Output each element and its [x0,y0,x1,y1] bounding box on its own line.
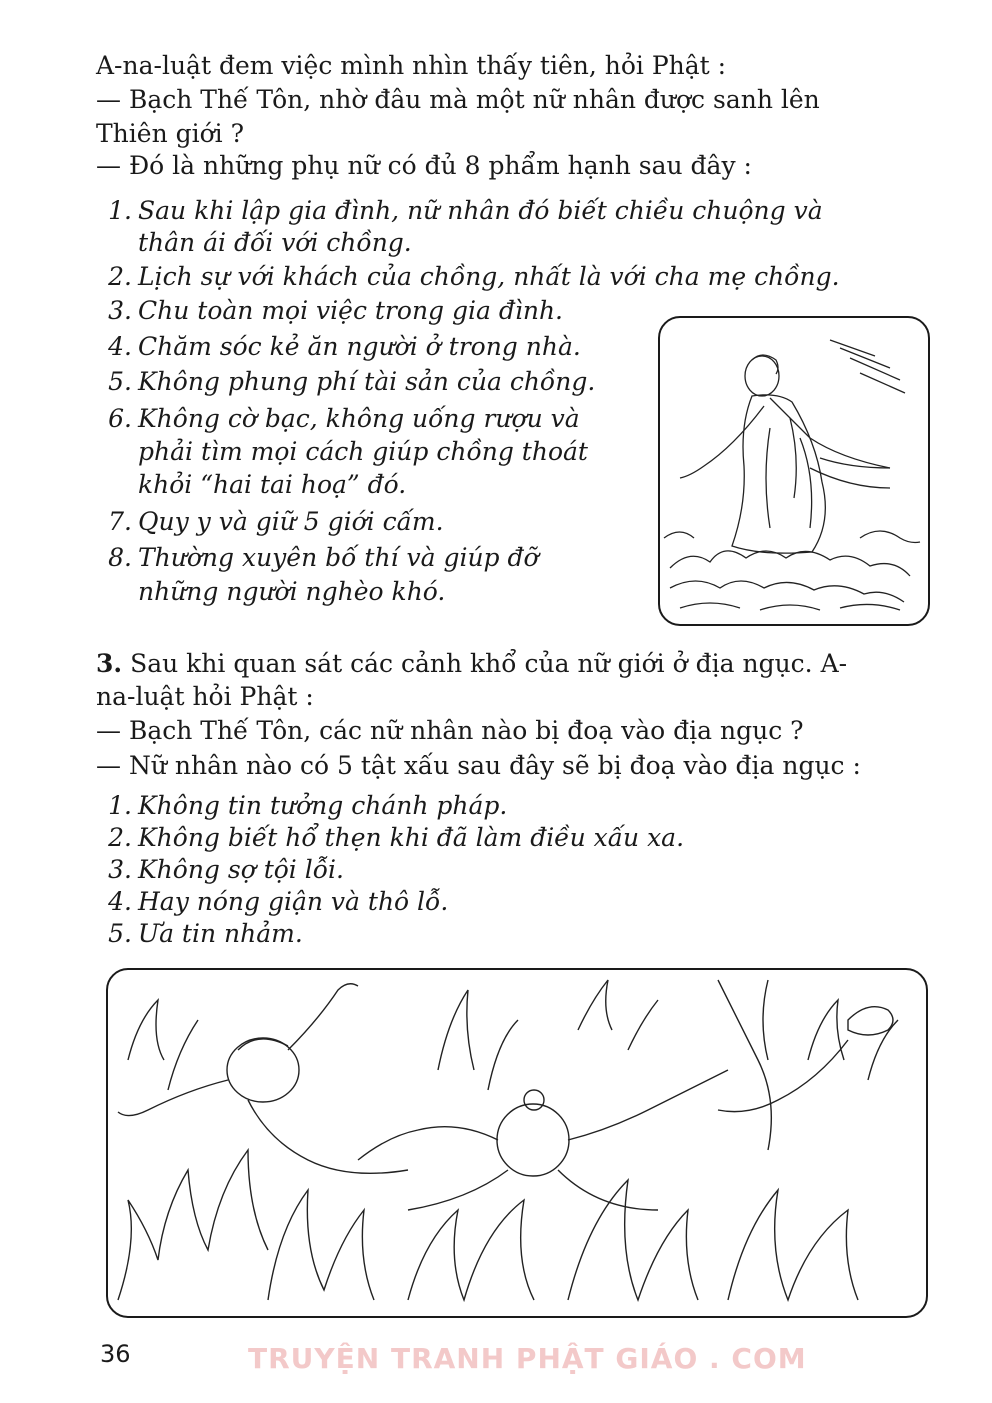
list-number: 4. [108,332,132,361]
virtue-item-1-cont: thân ái đối với chồng. [138,228,412,257]
section3-line-4: — Nữ nhân nào có 5 tật xấu sau đây sẽ bị đoạ vào địa ngục : [96,751,861,780]
heavenly-woman-drawing [660,318,928,624]
fault-item-2 [96,822,684,854]
list-text: Thường xuyên bố thí và giúp đỡ [138,543,539,572]
virtue-item-7 [96,506,444,538]
list-text: Không sợ tội lỗi. [138,855,344,884]
list-text: Quy y và giữ 5 giới cấm. [138,507,444,536]
list-number: 6. [108,404,132,433]
virtue-item-8 [96,542,539,574]
section3-text-1: Sau khi quan sát các cảnh khổ của nữ giới ở địa ngục. A- [130,649,848,678]
list-number: 2. [108,823,132,852]
list-number: 1. [108,791,132,820]
virtue-item-1 [96,195,823,227]
section-number: 3. [96,649,123,678]
watermark: TRUYỆN TRANH PHẬT GIÁO . COM [248,1342,807,1375]
list-number: 1. [108,196,132,225]
intro-line-2: — Bạch Thế Tôn, nhờ đâu mà một nữ nhân được sanh lên [96,85,820,114]
virtue-item-3 [96,295,563,327]
hellfire-drawing [108,970,926,1316]
virtue-item-8-cont: những người nghèo khó. [138,577,446,606]
list-number: 2. [108,262,132,291]
list-text: Sau khi lập gia đình, nữ nhân đó biết chiều chuộng và [138,196,823,225]
intro-line-4: — Đó là những phụ nữ có đủ 8 phẩm hạnh sau đây : [96,151,752,180]
hellfire-illustration [106,968,928,1318]
section3-line-1 [96,648,931,680]
intro-line-1: A-na-luật đem việc mình nhìn thấy tiên, hỏi Phật : [96,51,727,80]
virtue-item-2 [96,261,840,293]
virtue-item-5 [96,366,595,398]
section3-line-3: — Bạch Thế Tôn, các nữ nhân nào bị đoạ vào địa ngục ? [96,716,804,745]
list-text: Lịch sự với khách của chồng, nhất là với cha mẹ chồng. [138,262,840,291]
list-text: Hay nóng giận và thô lỗ. [138,887,449,916]
fault-item-4 [96,886,448,918]
list-number: 8. [108,543,132,572]
list-text: Không tin tưởng chánh pháp. [138,791,508,820]
list-text: Không cờ bạc, không uống rượu và [138,404,580,433]
heavenly-woman-illustration [658,316,930,626]
list-text: Không phung phí tài sản của chồng. [138,367,596,396]
list-text: Ưa tin nhảm. [138,919,303,948]
virtue-item-6-cont-1: phải tìm mọi cách giúp chồng thoát [138,437,588,466]
virtue-item-6-cont-2: khỏi “hai tai hoạ” đó. [138,470,407,499]
page-number: 36 [100,1340,131,1368]
fault-item-1 [96,790,507,822]
list-number: 4. [108,887,132,916]
list-number: 3. [108,855,132,884]
list-text: Chu toàn mọi việc trong gia đình. [138,296,563,325]
virtue-item-4 [96,331,581,363]
section3-line-2: na-luật hỏi Phật : [96,682,314,711]
virtue-item-6 [96,403,580,435]
list-text: Không biết hổ thẹn khi đã làm điều xấu xa. [138,823,685,852]
list-number: 5. [108,919,132,948]
intro-line-3: Thiên giới ? [96,119,245,148]
fault-item-3 [96,854,344,886]
list-number: 5. [108,367,132,396]
list-number: 3. [108,296,132,325]
fault-item-5 [96,918,303,950]
list-number: 7. [108,507,132,536]
list-text: Chăm sóc kẻ ăn người ở trong nhà. [138,332,581,361]
